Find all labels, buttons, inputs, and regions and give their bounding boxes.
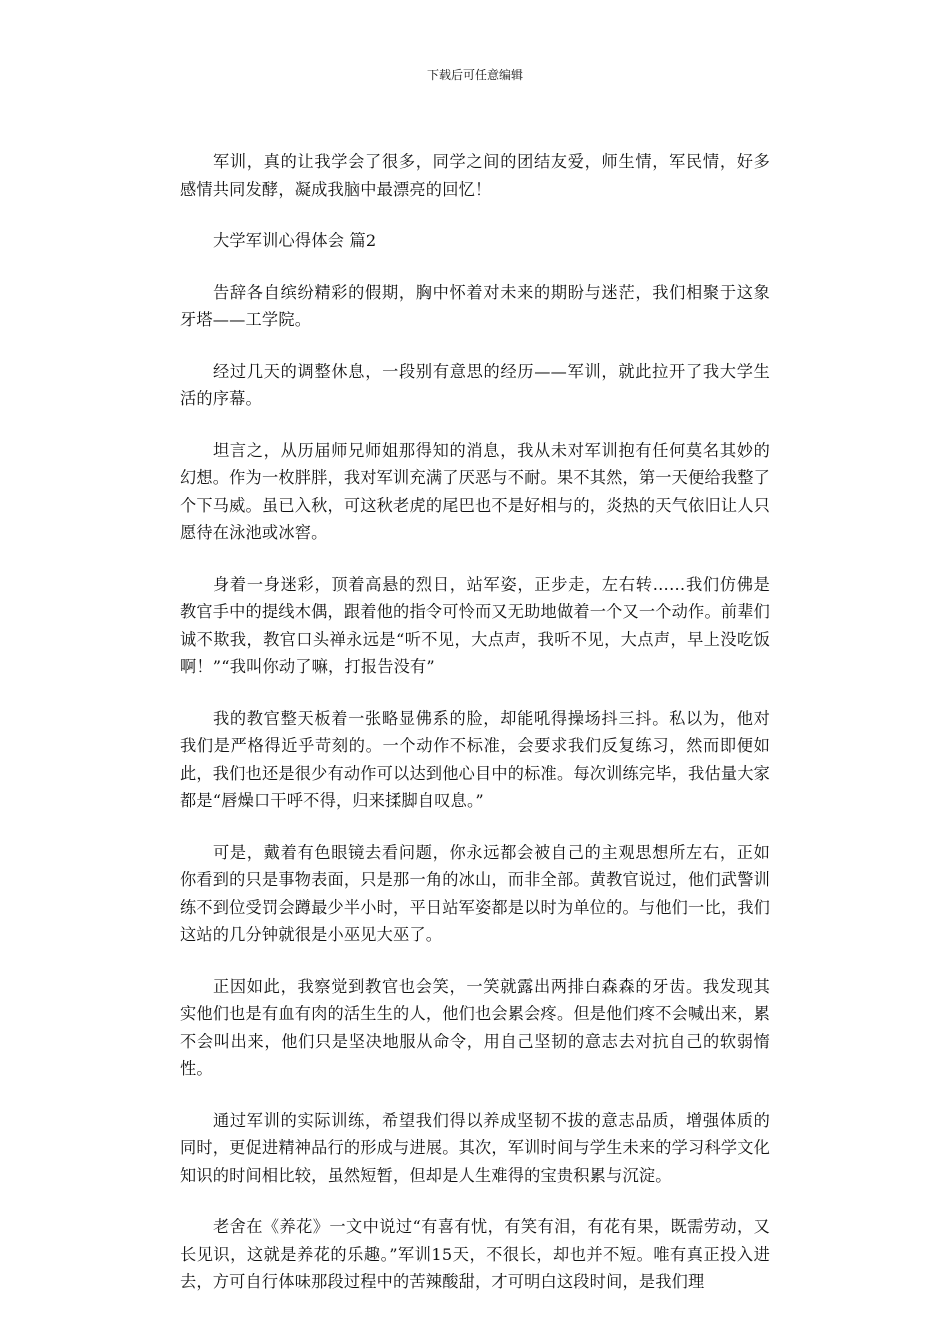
paragraph-3: 经过几天的调整休息，一段别有意思的经历——军训，就此拉开了我大学生活的序幕。 <box>180 361 770 408</box>
paragraph-5: 身着一身迷彩，顶着高悬的烈日，站军姿，正步走，左右转……我们仿佛是教官手中的提线木偶，跟着他的指令可怜而又无助地做着一个又一个动作。前辈们诚不欺我，教官口头禅永远是“听不见，大点声，我听不见，大点声，早上没吃饭啊！”“我叫你动了嘛，打报告没有” <box>180 574 770 676</box>
paragraph-1: 军训，真的让我学会了很多，同学之间的团结友爱，师生情，军民情，好多感情共同发酵，凝成我脑中最漂亮的回忆！ <box>180 152 770 199</box>
paragraph-8: 正因如此，我察觉到教官也会笑，一笑就露出两排白森森的牙齿。我发现其实他们也是有血有肉的活生生的人，他们也会累会疼。但是他们疼不会喊出来，累不会叫出来，他们只是坚决地服从命令，用自己坚韧的意志去对抗自己的软弱惰性。 <box>180 976 770 1078</box>
download-note: 下载后可任意编辑 <box>426 68 523 82</box>
section-heading: 大学军训心得体会 篇2 <box>213 231 377 250</box>
document-body <box>180 148 770 1320</box>
paragraph-10: 老舍在《养花》一文中说过“有喜有忧，有笑有泪，有花有果，既需劳动，又长见识，这就是养花的乐趣。”军训15天，不很长，却也并不短。唯有真正投入进去，方可自行体味那段过程中的苦辣酸甜，才可明白这段时间，是我们理 <box>180 1217 770 1291</box>
paragraph-2: 告辞各自缤纷精彩的假期，胸中怀着对未来的期盼与迷茫，我们相聚于这象牙塔——工学院。 <box>180 282 770 329</box>
paragraph-9: 通过军训的实际训练，希望我们得以养成坚韧不拔的意志品质，增强体质的同时，更促进精神品行的形成与进展。其次，军训时间与学生未来的学习科学文化知识的时间相比较，虽然短暂，但却是人生难得的宝贵积累与沉淀。 <box>180 1110 770 1185</box>
paragraph-6: 我的教官整天板着一张略显佛系的脸，却能吼得操场抖三抖。私以为，他对我们是严格得近乎苛刻的。一个动作不标准，会要求我们反复练习，然而即便如此，我们也还是很少有动作可以达到他心目中的标准。每次训练完毕，我估量大家都是“唇燥口干呼不得，归来揉脚自叹息。” <box>180 708 770 810</box>
paragraph-7: 可是，戴着有色眼镜去看问题，你永远都会被自己的主观思想所左右，正如你看到的只是事物表面，只是那一角的冰山，而非全部。黄教官说过，他们武警训练不到位受罚会蹲最少半小时，平日站军姿都是以时为单位的。与他们一比，我们这站的几分钟就很是小巫见大巫了。 <box>180 842 770 944</box>
paragraph-4: 坦言之，从历届师兄师姐那得知的消息，我从未对军训抱有任何莫名其妙的幻想。作为一枚胖胖，我对军训充满了厌恶与不耐。果不其然，第一天便给我整了个下马威。虽已入秋，可这秋老虎的尾巴也不是好相与的，炎热的天气依旧让人只愿待在泳池或冰窖。 <box>180 440 770 542</box>
